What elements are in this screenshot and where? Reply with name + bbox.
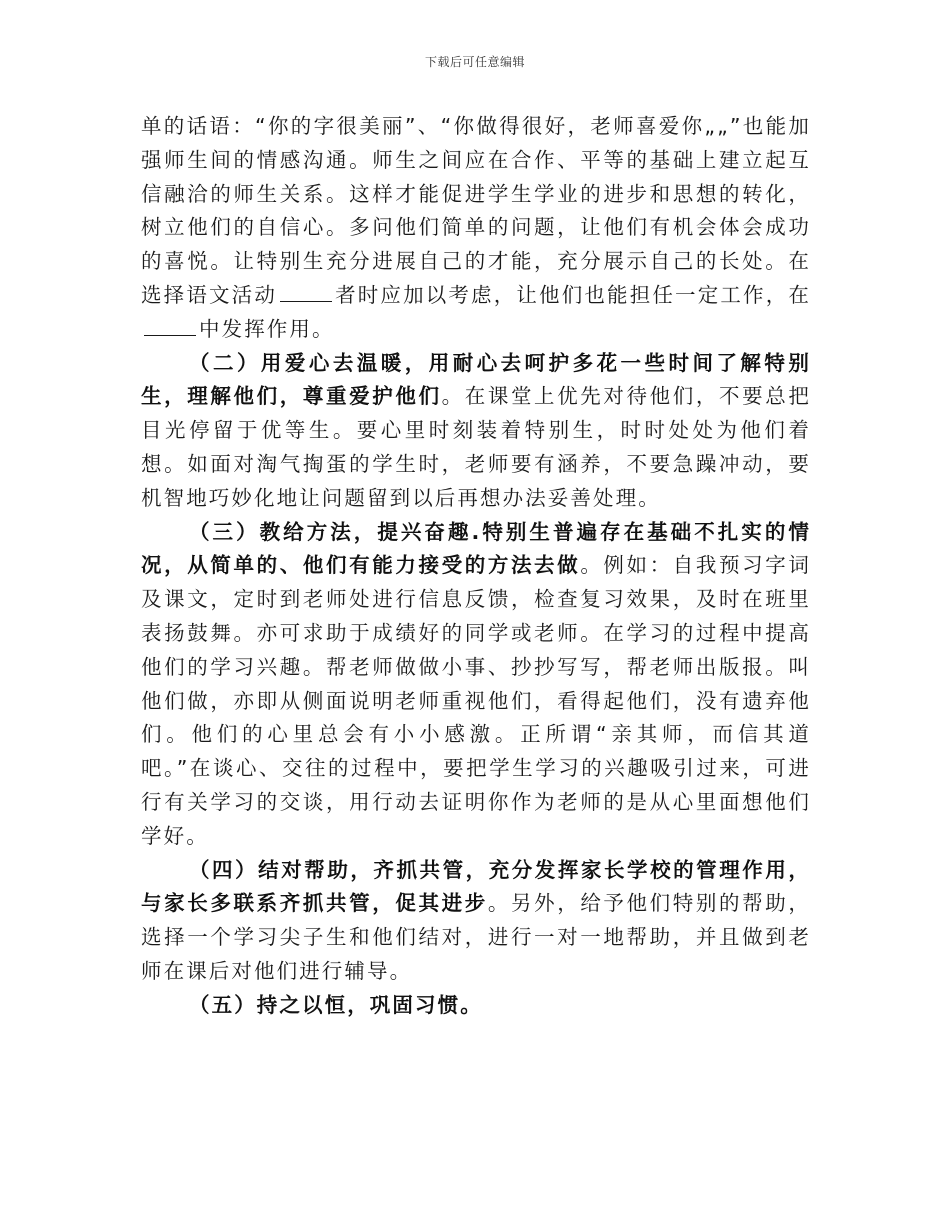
section-heading: （二）用爱心去温暖，用耐心去呵护多花一些时间了解特别生，理解他们，尊重爱护他们 [141, 350, 811, 409]
section-heading: （五）持之以恒，巩固习惯。 [189, 992, 483, 1017]
paragraph-text: 。另外，给予他们特别的帮助，选择一个学习尖子生和他们结对，进行一对一地帮助，并且做到老师在课后对他们进行辅导。 [141, 891, 812, 983]
document-body [141, 110, 811, 1023]
paragraph-continuation [141, 110, 811, 347]
paragraph-text: 单的话语：“你的字很美丽”、“你做得很好，老师喜爱你„„”也能加强师生间的情感沟通。师生之间应在合作、平等的基础上建立起互信融洽的师生关系。这样才能促进学生学业的进步和思想的转化，树立他们的自信心。多问他们简单的问题，让他们有机会体会成功的喜悦。让特别生充分进展自己的才能，充分展示自己的长处。在选择语文活动 [141, 114, 811, 307]
paragraph-section-2 [141, 347, 811, 516]
fill-in-blank [144, 315, 196, 336]
paragraph-text-mid: 者时应加以考虑，让他们也能担任一定工作，在 [335, 282, 811, 307]
fill-in-blank [280, 281, 332, 302]
section-heading: （三）教给方法，提兴奋趣.特别生普遍存在基础不扎实的情况，从简单的、他们有能力接受的方法去做 [141, 519, 811, 578]
paragraph-section-5 [141, 989, 811, 1023]
paragraph-text: 。例如：自我预习字词及课文，定时到老师处进行信息反馈，检查复习效果，及时在班里表扬鼓舞。亦可求助于成绩好的同学或老师。在学习的过程中提高他们的学习兴趣。帮老师做做小事、抄抄写写，帮老师出版报。叫他们做，亦即从侧面说明老师重视他们，看得起他们，没有遗弃他们。他们的心里总会有小小感激。正所谓“亲其师，而信其道吧。”在谈心、交往的过程中，要把学生学习的兴趣吸引过来，可进行有关学习的交谈，用行动去证明你作为老师的是从心里面想他们学好。 [141, 553, 812, 848]
paragraph-section-3 [141, 516, 811, 854]
page-header: 下载后可任意编辑 [424, 55, 525, 69]
paragraph-text-end: 中发挥作用。 [199, 316, 335, 341]
section-heading: （四）结对帮助，齐抓共管，充分发挥家长学校的管理作用，与家长多联系齐抓共管，促其进步 [141, 857, 811, 916]
paragraph-text: 。在课堂上优先对待他们，不要总把目光停留于优等生。要心里时刻装着特别生，时时处处为他们着想。如面对淘气掏蛋的学生时，老师要有涵养，不要急躁冲动，要机智地巧妙化地让问题留到以后再想办法妥善处理。 [141, 384, 811, 510]
paragraph-section-4 [141, 854, 811, 989]
